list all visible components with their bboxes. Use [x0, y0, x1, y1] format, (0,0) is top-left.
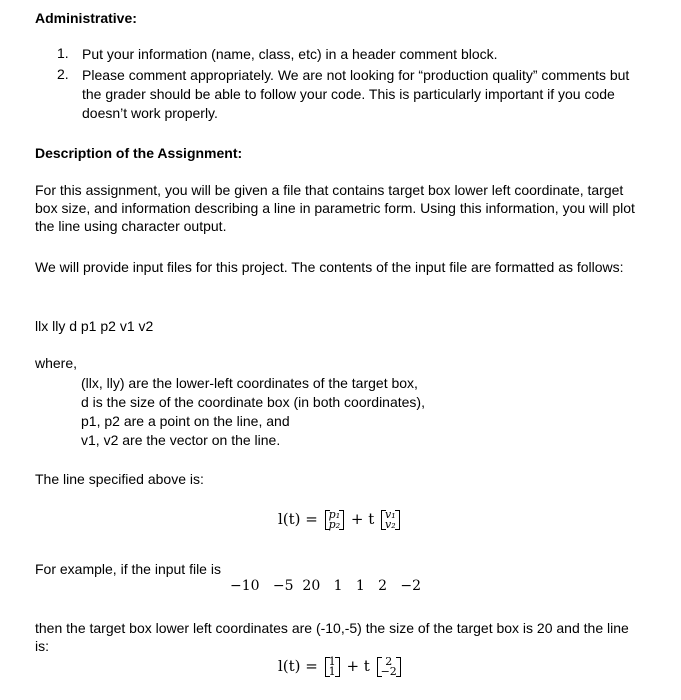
where-item: d is the size of the coordinate box (in both coordinates), [81, 394, 425, 410]
example-label: For example, if the input file is [35, 561, 221, 577]
equation-lhs: l(t) = [278, 657, 318, 675]
list-item-number: 2. [57, 66, 69, 82]
list-item-text: Put your information (name, class, etc) in a header comment block. [82, 46, 498, 62]
then-paragraph: then the target box lower left coordinates are (-10,-5) the size of the target box is 20 and the line is: [35, 620, 629, 654]
equation-1 [278, 510, 402, 530]
line-specified-text: The line specified above is: [35, 471, 204, 487]
vector-top: p₁ [328, 508, 341, 521]
point-vector [325, 510, 344, 530]
format-line: llx lly d p1 p2 v1 v2 [35, 318, 154, 334]
equation-2 [278, 657, 403, 677]
where-label: where, [35, 355, 78, 371]
example-values: −10 −5 20 1 1 2 −2 [230, 578, 422, 594]
plus-t: + t [350, 510, 375, 528]
intro-paragraph: For this assignment, you will be given a file that contains target box lower left coordinate, target box size, and information describing a line in parametric form. Using this information, you will plot the line using character output. [35, 182, 635, 234]
vector-bottom: 1 [328, 665, 336, 678]
vector-top: 1 [328, 655, 336, 668]
where-item: p1, p2 are a point on the line, and [81, 413, 290, 429]
point-vector [325, 657, 340, 677]
direction-vector [377, 657, 401, 677]
where-item: v1, v2 are the vector on the line. [81, 432, 281, 448]
direction-vector [381, 510, 400, 530]
list-item-number: 1. [57, 45, 69, 61]
vector-bottom: p₂ [328, 518, 341, 531]
equation-lhs: l(t) = [278, 510, 318, 528]
vector-bottom: v₂ [385, 518, 396, 531]
where-item: (llx, lly) are the lower-left coordinates of the target box, [81, 375, 418, 391]
input-intro-paragraph: We will provide input files for this project. The contents of the input file are formatted as follows: [35, 259, 624, 275]
administrative-heading: Administrative: [35, 10, 137, 26]
vector-top: v₁ [385, 508, 396, 521]
plus-t: + t [346, 657, 370, 675]
list-item-text: Please comment appropriately. We are not looking for “production quality” comments but the grader should be able to follow your code. This is particularly important if you code doesn’t work properly. [82, 67, 630, 121]
description-heading: Description of the Assignment: [35, 145, 243, 161]
vector-bottom: −2 [380, 665, 397, 678]
vector-top: 2 [385, 655, 393, 668]
